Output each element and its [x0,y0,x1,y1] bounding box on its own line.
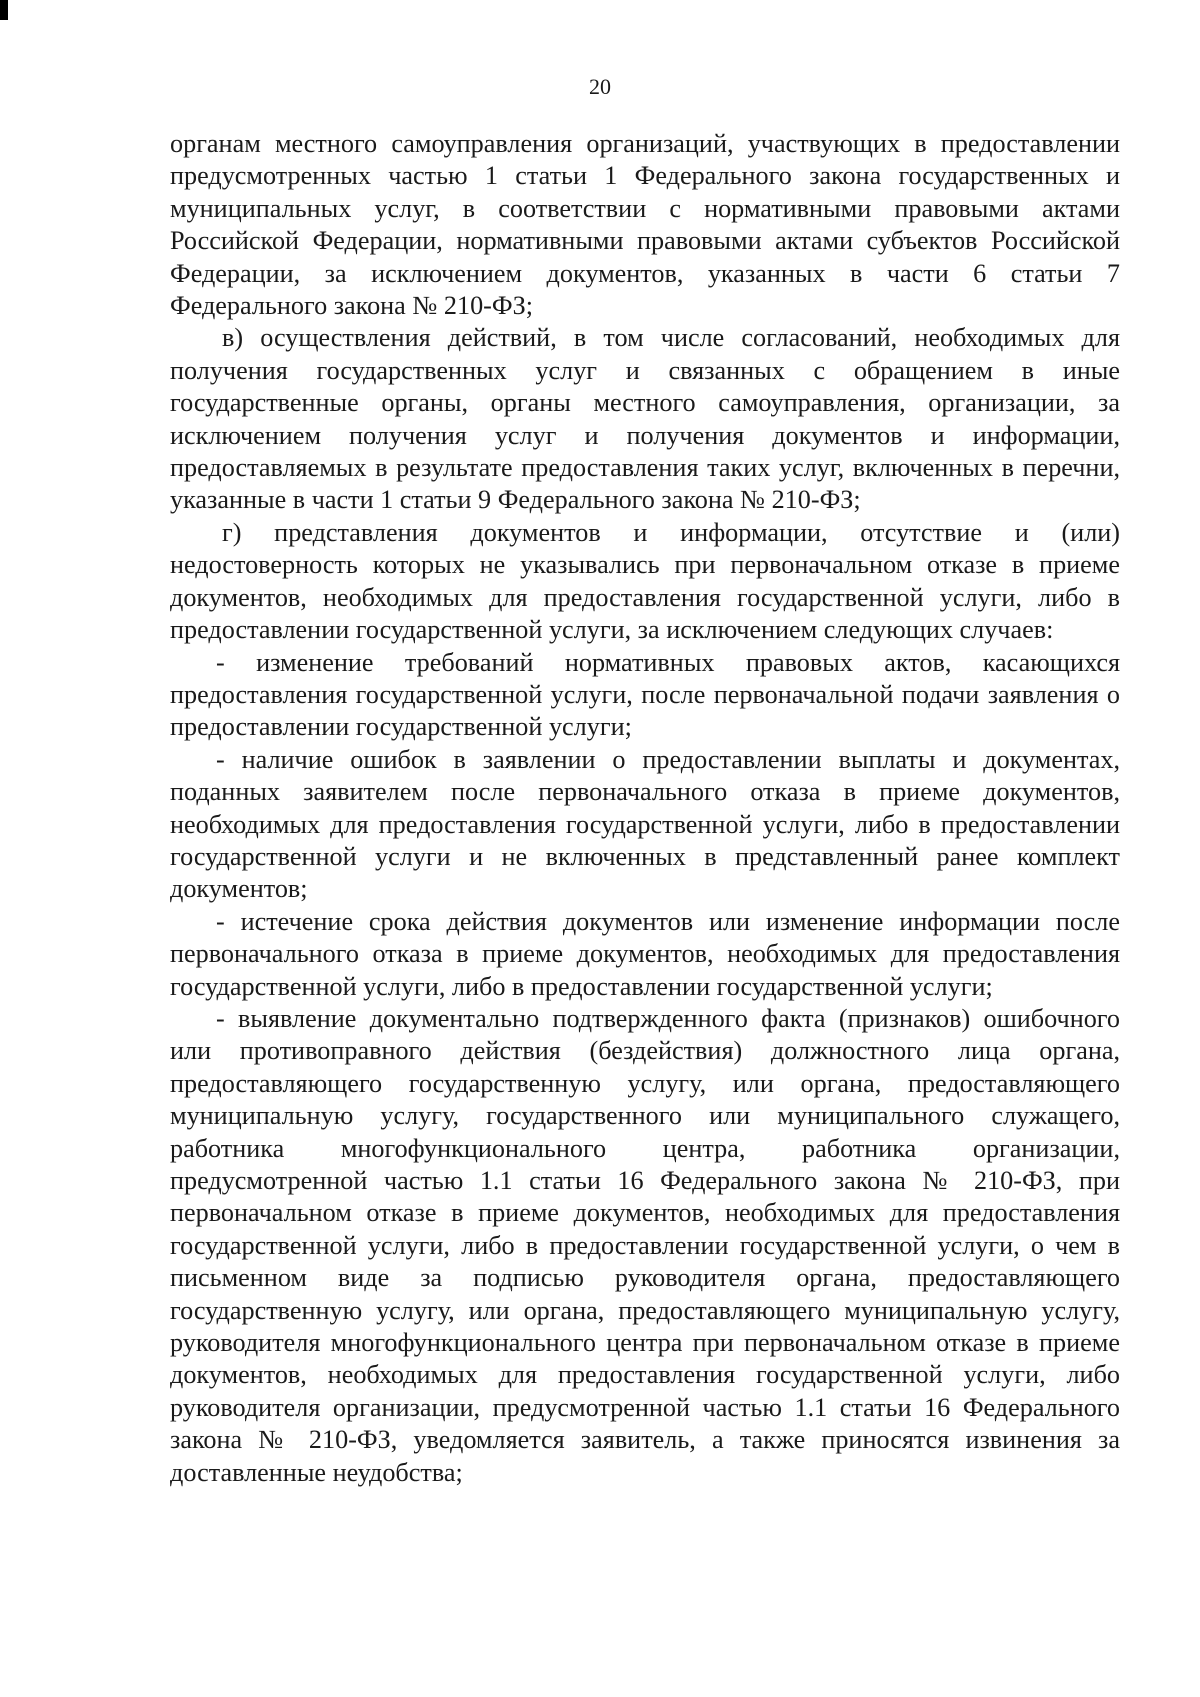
paragraph-item-g: г) представления документов и информации, отсутствие и (или) недостоверность которых не указывались при первоначальном отказе в приеме документов, необходимых для предоставления государственной услуги, либо в предоставлении государственной услуги, за исключением следующих случаев: [170,517,1120,645]
scan-corner-mark [0,0,8,20]
list-item-expiry: - истечение срока действия документов или изменение информации после первоначального отказа в приеме документов, необходимых для предоставления государственной услуги, либо в предоставлении государственной услуги; [170,906,1120,1001]
list-item-misconduct: - выявление документально подтвержденного факта (признаков) ошибочного или противоправного действия (бездействия) должностного лица органа, предоставляющего государственную услугу, или органа, предоставляющего муниципальную услугу, государственного или муниципального служащего, работника многофункционального центра, работника организации, предусмотренной частью 1.1 статьи 16 Федерального закона № 210-ФЗ, при первоначальном отказе в приеме документов, необходимых для предоставления государственной услуги, либо в предоставлении государственной услуги, о чем в письменном виде за подписью руководителя органа, предоставляющего государственную услугу, или органа, предоставляющего муниципальную услугу, руководителя многофункционального центра при первоначальном отказе в приеме документов, необходимых для предоставления государственной услуги, либо руководителя организации, предусмотренной частью 1.1 статьи 16 Федерального закона № 210-ФЗ, уведомляется заявитель, а также приносятся извинения за доставленные неудобства; [170,1003,1120,1487]
paragraph-continuation: органам местного самоуправления организаций, участвующих в предоставлении предусмотренных частью 1 статьи 1 Федерального закона государственных и муниципальных услуг, в соответствии с нормативными правовыми актами Российской Федерации, нормативными правовыми актами субъектов Российской Федерации, за исключением документов, указанных в части 6 статьи 7 Федерального закона № 210-ФЗ; [170,129,1120,321]
paragraph-item-v: в) осуществления действий, в том числе согласований, необходимых для получения государственных услуг и связанных с обращением в иные государственные органы, органы местного самоуправления, организации, за исключением получения услуг и получения документов и информации, предоставляемых в результате предоставления таких услуг, включенных в перечни, указанные в части 1 статьи 9 Федерального закона № 210-ФЗ; [170,323,1120,515]
list-item-errors: - наличие ошибок в заявлении о предоставлении выплаты и документах, поданных заявителем после первоначального отказа в приеме документов, необходимых для предоставления государственной услуги, либо в предоставлении государственной услуги и не включенных в представленный ранее комплект документов; [170,744,1120,904]
page-number: 20 [589,74,611,99]
document-body [170,128,1120,1489]
list-item-requirements-change: - изменение требований нормативных правовых актов, касающихся предоставления государственной услуги, после первоначальной подачи заявления о предоставлении государственной услуги; [170,647,1120,742]
